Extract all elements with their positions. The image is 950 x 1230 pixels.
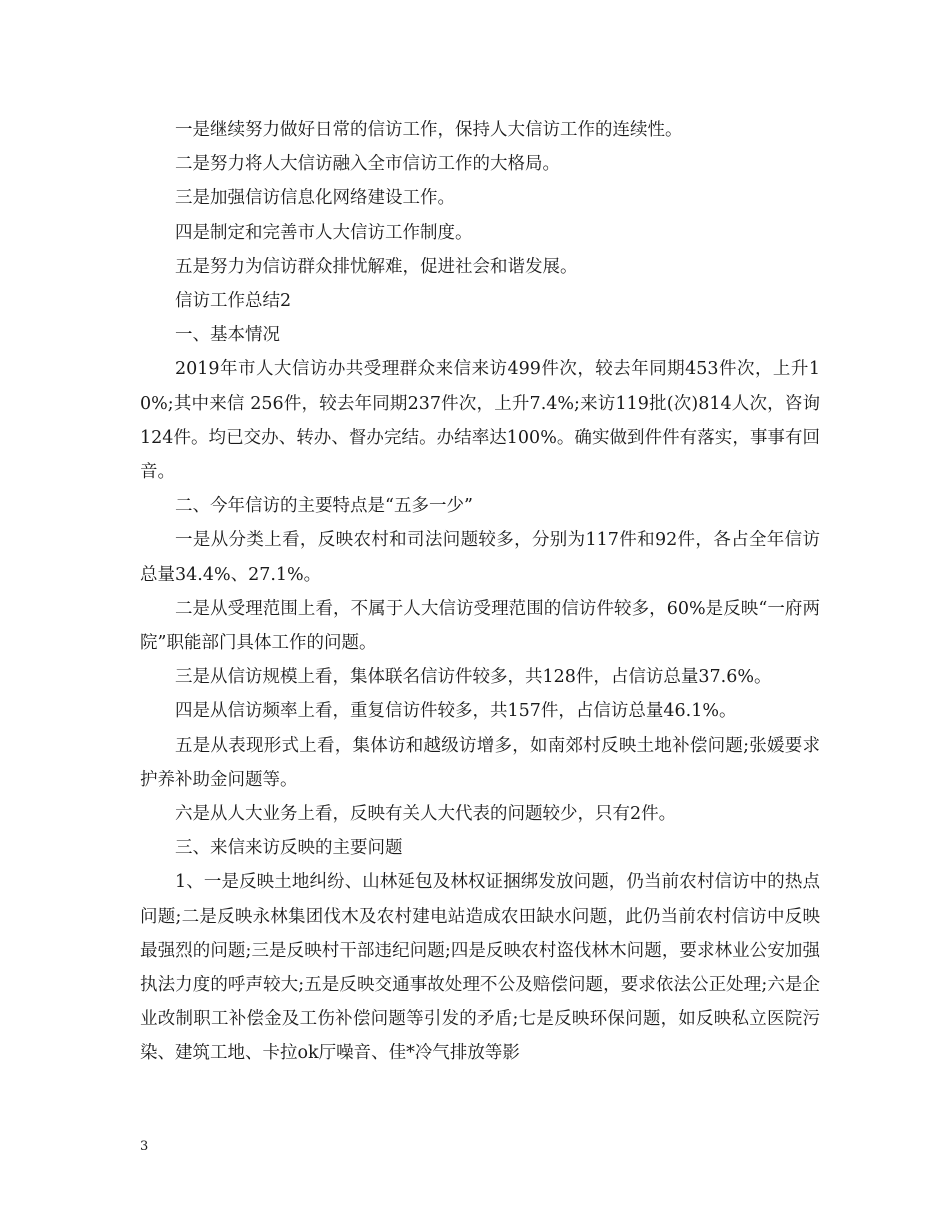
section-title: 信访工作总结2	[175, 291, 292, 312]
body-text	[140, 113, 820, 1071]
paragraph: 三是加强信访信息化网络建设工作。	[175, 188, 455, 209]
paragraph: 一是继续努力做好日常的信访工作，保持人大信访工作的连续性。	[175, 120, 683, 140]
paragraph: 五是努力为信访群众排忧解难，促进社会和谐发展。	[175, 256, 578, 277]
heading: 三、来信来访反映的主要问题	[175, 838, 403, 859]
paragraph: 二是从受理范围上看，不属于人大信访受理范围的信访件较多，60%是反映“一府两院”职能部门具体工作的问题。	[140, 598, 820, 654]
heading: 二、今年信访的主要特点是“五多一少”	[175, 496, 473, 517]
paragraph: 2019年市人大信访办共受理群众来信来访499件次，较去年同期453件次，上升10%;其中来信 256件，较去年同期237件次，上升7.4%;来访119批(次)814人次，咨询124件。均已交办、转办、督办完结。办结率达100%。确实做到件件有落实，事事有回音。	[140, 359, 820, 483]
paragraph: 四是制定和完善市人大信访工作制度。	[175, 222, 473, 243]
paragraph: 1、一是反映土地纠纷、山林延包及林权证捆绑发放问题，仍当前农村信访中的热点问题;二是反映永林集团伐木及农村建电站造成农田缺水问题，此仍当前农村信访中反映最强烈的问题;三是反映村干部违纪问题;四是反映农村盗伐林木问题，要求林业公安加强执法力度的呼声较大;五是反映交通事故处理不公及赔偿问题，要求依法公正处理;六是企业改制职工补偿金及工伤补偿问题等引发的矛盾;七是反映环保问题，如反映私立医院污染、建筑工地、卡拉ok厅噪音、佳*冷气排放等影	[140, 872, 820, 1064]
paragraph: 二是努力将人大信访融入全市信访工作的大格局。	[175, 154, 560, 175]
paragraph: 四是从信访频率上看，重复信访件较多，共157件，占信访总量46.1%。	[175, 701, 737, 722]
paragraph: 三是从信访规模上看，集体联名信访件较多，共128件，占信访总量37.6%。	[175, 667, 772, 688]
paragraph: 一是从分类上看，反映农村和司法问题较多，分别为117件和92件，各占全年信访总量34.4%、27.1%。	[140, 530, 820, 585]
page-number: 3	[140, 1139, 149, 1154]
heading: 一、基本情况	[175, 325, 280, 346]
paragraph: 六是从人大业务上看，反映有关人大代表的问题较少，只有2件。	[175, 804, 677, 825]
paragraph: 五是从表现形式上看，集体访和越级访增多，如南郊村反映土地补偿问题;张媛要求护养补助金问题等。	[140, 735, 820, 790]
